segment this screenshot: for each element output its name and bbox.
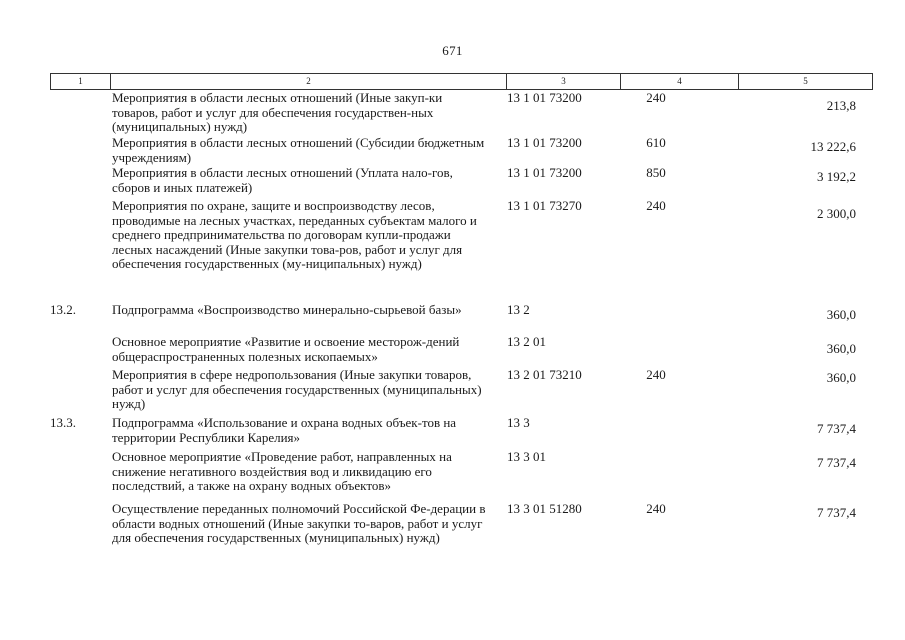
row-expense-type: 240 — [646, 90, 666, 105]
row-sum: 7 737,4 — [817, 455, 856, 470]
table-row — [50, 91, 873, 136]
row-expense-type: 850 — [646, 165, 666, 180]
row-code: 13 2 01 — [507, 334, 546, 349]
table-row — [50, 335, 873, 368]
column-header-row — [50, 73, 873, 90]
table-row — [50, 368, 873, 416]
table-row — [50, 416, 873, 450]
row-sum: 3 192,2 — [817, 169, 856, 184]
row-code: 13 3 — [507, 415, 530, 430]
row-sum: 360,0 — [826, 341, 856, 356]
row-code: 13 1 01 73200 — [507, 165, 582, 180]
row-name: Мероприятия в области лесных отношений (Субсидии бюджетным учреждениям) — [112, 135, 485, 165]
column-header-5: 5 — [738, 74, 872, 89]
page-number: 671 — [442, 43, 463, 58]
table-row — [50, 136, 873, 166]
row-number: 13.3. — [50, 415, 76, 430]
row-code: 13 1 01 73200 — [507, 135, 582, 150]
row-code: 13 3 01 51280 — [507, 501, 582, 516]
column-header-2: 2 — [110, 74, 506, 89]
row-code: 13 1 01 73200 — [507, 90, 582, 105]
row-number: 13.2. — [50, 302, 76, 317]
row-name: Мероприятия в области лесных отношений (Уплата нало-гов, сборов и иных платежей) — [112, 165, 453, 195]
row-name: Осуществление переданных полномочий Российской Фе-дерации в области водных отношений (Иные закупки то-варов, работ и услуг для обеспечения государственных (муниципальных) нужд) — [112, 501, 486, 546]
row-sum: 360,0 — [826, 370, 856, 385]
column-header-4: 4 — [620, 74, 738, 89]
row-expense-type: 610 — [646, 135, 666, 150]
column-header-1: 1 — [78, 76, 83, 86]
row-name: Подпрограмма «Воспроизводство минерально-сырьевой базы» — [112, 302, 462, 317]
row-code: 13 2 — [507, 302, 530, 317]
budget-table — [50, 91, 873, 564]
row-code: 13 1 01 73270 — [507, 198, 582, 213]
row-name: Мероприятия в сфере недропользования (Иные закупки товаров, работ и услуг для обеспечения государственных (муниципальных) нужд) — [112, 367, 482, 412]
row-sum: 360,0 — [826, 307, 856, 322]
table-row — [50, 502, 873, 564]
row-sum: 7 737,4 — [817, 421, 856, 436]
row-sum: 2 300,0 — [817, 206, 856, 221]
row-expense-type: 240 — [646, 501, 666, 516]
row-sum: 7 737,4 — [817, 505, 856, 520]
row-name: Мероприятия в области лесных отношений (Иные закуп-ки товаров, работ и услуг для обеспечения государствен-ных (муниципальных) нужд) — [112, 90, 443, 135]
row-name: Подпрограмма «Использование и охрана водных объек-тов на территории Республики Карелия» — [112, 415, 457, 445]
row-expense-type: 240 — [646, 198, 666, 213]
column-header-3: 3 — [506, 74, 620, 89]
row-name: Мероприятия по охране, защите и воспроизводству лесов, проводимые на лесных участках, переданных субъектам малого и среднего предпринимательства по договорам купли-продажи лесных насаждений (Иные закупки това-ров, работ и услуг для обеспечения государственных (му-ниципальных) нужд) — [112, 198, 477, 272]
table-row — [50, 303, 873, 335]
row-sum: 213,8 — [826, 98, 856, 113]
row-name: Основное мероприятие «Проведение работ, направленных на снижение негативного воздействия вод и ликвидацию его последствий, а также на охрану водных объектов» — [112, 449, 452, 494]
row-code: 13 2 01 73210 — [507, 367, 582, 382]
table-row — [50, 199, 873, 303]
row-sum: 13 222,6 — [810, 139, 856, 154]
row-code: 13 3 01 — [507, 449, 546, 464]
row-name: Основное мероприятие «Развитие и освоение месторож-дений общераспространенных полезных ископаемых» — [112, 334, 460, 364]
table-row — [50, 450, 873, 502]
table-row — [50, 166, 873, 199]
row-expense-type: 240 — [646, 367, 666, 382]
